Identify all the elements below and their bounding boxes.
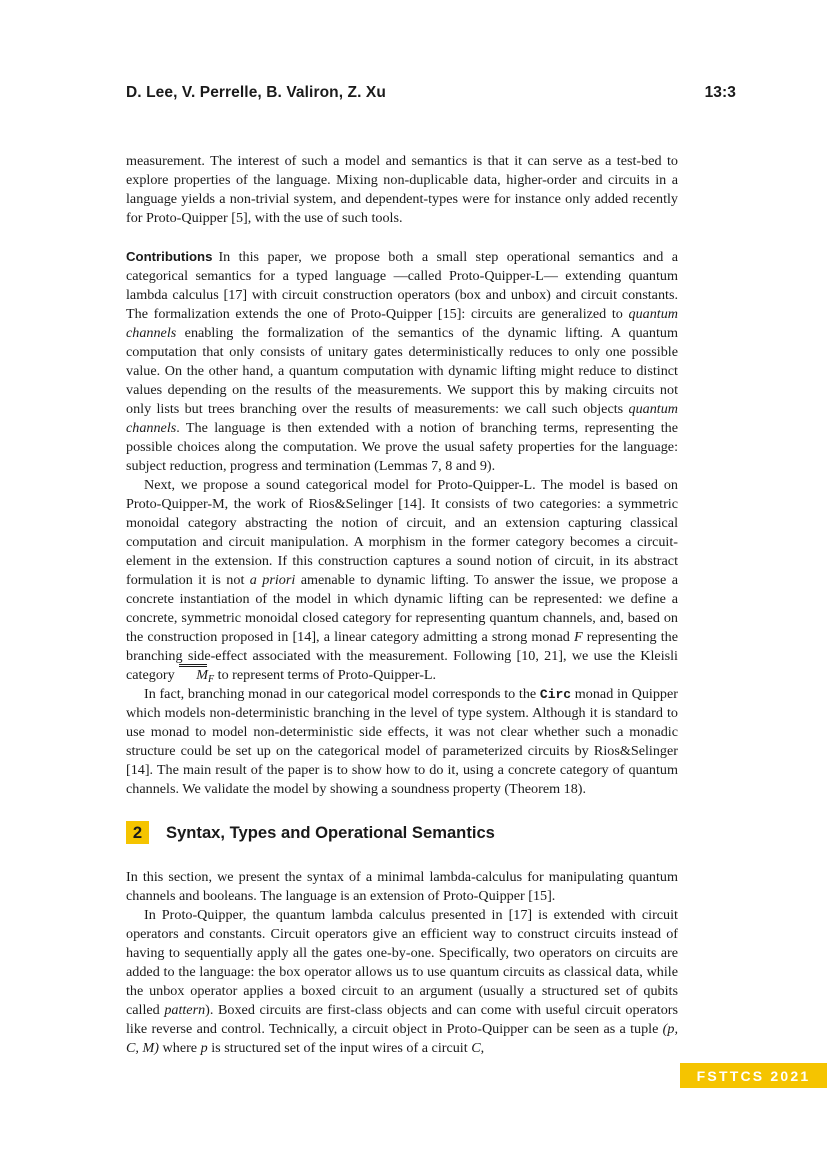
pq-text-1: In Proto-Quipper, the quantum lambda calculus presented in [17] is extended with circuit operators and constants. Circuit operators give an efficient way to construct circuits instead of having to sequentially apply all the gates one-by-one. Specifically, two operators on circuits are added to the language: the box operator allows us to use quantum circuits as classical data, while the unbox operator applies a boxed circuit to an argument (usually a structured set of qubits called: [126, 907, 678, 1018]
pq-text-5: ,: [480, 1040, 485, 1056]
contrib-emph-1: quantum channels: [126, 306, 678, 341]
paragraph-branching-monad: [126, 685, 678, 799]
contributions-heading: Contributions: [126, 249, 213, 264]
pq-emph-pattern: pattern: [164, 1002, 206, 1018]
monad-text-1: In fact, branching monad in our categorical model corresponds to the: [144, 686, 540, 702]
math-kleisli-category: [178, 666, 208, 685]
model-emph-a-priori: a priori: [249, 572, 296, 588]
pq-text-4: is structured set of the input wires of a circuit: [207, 1040, 472, 1056]
monad-text-2: monad in Quipper which models non-deterministic branching in the level of type system. Although it is standard to use monad to model non-deterministic side effects, it was not clear whether such a monadic structure could be set up on the categorical model of parameterized circuits by Rios&Selinger [14]. The main result of the paper is to show how to do it, using a concrete category of quantum channels. We validate the model by showing a soundness property (Theorem 18).: [126, 686, 678, 797]
math-kleisli-m: M: [196, 667, 208, 683]
paragraph-categorical-model: [126, 476, 678, 685]
contrib-text-1: In this paper, we propose both a small step operational semantics and a categorical semantics for a typed language —called Proto-Quipper-L— extending quantum lambda calculus [17] with circuit construction operators (box and unbox) and circuit constants. The formalization extends the one of Proto-Quipper [15]: circuits are generalized to: [126, 249, 678, 322]
section-heading: [126, 821, 678, 844]
math-p: p: [200, 1040, 208, 1056]
model-text-3: representing the branching side-effect associated with the measurement. Following [10, 21], we use the Kleisli category: [126, 629, 679, 683]
section-number: 2: [126, 821, 149, 844]
math-tuple: (p, C, M): [126, 1021, 678, 1056]
pq-text-2: ). Boxed circuits are first-class objects and can come with useful circuit operators like reverse and control. Technically, a circuit object in Proto-Quipper can be seen as a tuple: [126, 1002, 678, 1037]
math-c: C: [471, 1040, 481, 1056]
contrib-text-3: . The language is then extended with a notion of branching terms, representing the possible choices along the computation. We prove the usual safety properties for the language: subject reduction, progress and termination (Lemmas 7, 8 and 9).: [126, 420, 678, 474]
code-circ: Circ: [539, 687, 572, 702]
contrib-emph-2: quantum channels: [126, 401, 678, 436]
paragraph-contributions: [126, 247, 678, 476]
paragraph-proto-quipper: [126, 906, 678, 1058]
author-list: D. Lee, V. Perrelle, B. Valiron, Z. Xu: [126, 84, 386, 101]
contrib-text-2: enabling the formalization of the semantics of the dynamic lifting. A quantum computation that only consists of unitary gates deterministically reduces to only one possible value. On the other hand, a quantum computation with dynamic lifting might reduce to distinct values depending on the results of the measurements. We support this by making circuits not only lists but trees branching over the results of measurements: we call such objects: [126, 325, 678, 417]
page-number: 13:3: [704, 84, 736, 101]
model-text-4: to represent terms of Proto-Quipper-L.: [214, 667, 437, 683]
venue-badge: FSTTCS 2021: [680, 1063, 827, 1088]
pq-text-3: where: [159, 1040, 201, 1056]
model-text-1: Next, we propose a sound categorical model for Proto-Quipper-L. The model is based on Proto-Quipper-M, the work of Rios&Selinger [14]. It consists of two categories: a symmetric monoidal category abstracting the notion of circuit, and an extension capturing classical computation and circuit manipulation. A morphism in the former category becomes a circuit-element in the extension. If this construction captures a sound notion of circuit, in its abstract formulation it is not: [126, 477, 678, 588]
model-text-2: amenable to dynamic lifting. To answer the issue, we propose a concrete instantiation of the model in which dynamic lifting can be represented: we define a concrete, symmetric monoidal closed category for representing quantum channels, and, based on the construction proposed in [14], a linear category admitting a strong monad: [126, 572, 678, 645]
paragraph-section-intro: In this section, we present the syntax of a minimal lambda-calculus for manipulating quantum channels and booleans. The language is an extension of Proto-Quipper [15].: [126, 869, 678, 904]
math-kleisli-subscript: F: [208, 674, 215, 685]
section-title: Syntax, Types and Operational Semantics: [166, 823, 495, 842]
math-monad-f: F: [573, 629, 583, 645]
paragraph-measurement: measurement. The interest of such a model and semantics is that it can serve as a test-bed to explore properties of the language. Mixing non-duplicable data, higher-order and circuits in a language yields a non-trivial system, and dependent-types were for instance only added recently for Proto-Quipper [5], with the use of such tools.: [126, 153, 678, 226]
body-text: [126, 152, 678, 1058]
running-head: [126, 84, 736, 106]
